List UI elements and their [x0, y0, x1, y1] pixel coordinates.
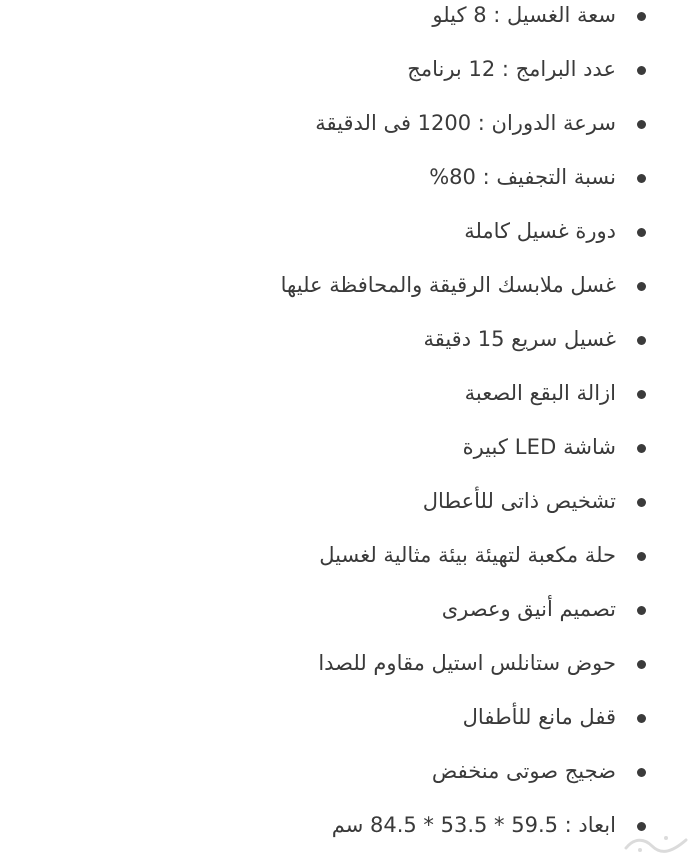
bullet-icon: [637, 120, 646, 129]
list-item: [0, 636, 700, 690]
bullet-icon: [637, 66, 646, 75]
list-item: [0, 690, 700, 744]
feature-text: غسيل سريع 15 دقيقة: [423, 327, 616, 351]
list-item: [0, 42, 700, 96]
bullet-icon: [637, 714, 646, 723]
feature-text: حوض ستانلس استيل مقاوم للصدا: [318, 651, 616, 675]
bullet-icon: [637, 336, 646, 345]
list-item: [0, 528, 700, 582]
feature-text: ازالة البقع الصعبة: [464, 381, 616, 405]
bullet-icon: [637, 660, 646, 669]
list-item: [0, 798, 700, 852]
list-item: [0, 474, 700, 528]
feature-text: نسبة التجفيف : 80%: [429, 165, 616, 189]
bullet-icon: [637, 498, 646, 507]
feature-text: سرعة الدوران : 1200 فى الدقيقة: [315, 111, 616, 135]
feature-text: دورة غسيل كاملة: [464, 219, 616, 243]
feature-text: شاشة LED كبيرة: [462, 435, 616, 459]
list-item: [0, 420, 700, 474]
feature-text: حلة مكعبة لتهيئة بيئة مثالية لغسيل: [319, 543, 616, 567]
list-item: [0, 744, 700, 798]
list-item: [0, 582, 700, 636]
list-item: [0, 312, 700, 366]
list-item: [0, 204, 700, 258]
feature-text: تشخيص ذاتى للأعطال: [422, 489, 616, 513]
watermark-logo-icon: [622, 830, 692, 856]
list-item: [0, 150, 700, 204]
feature-text: سعة الغسيل : 8 كيلو: [432, 3, 616, 27]
feature-text: غسل ملابسك الرقيقة والمحافظة عليها: [280, 273, 616, 297]
bullet-icon: [637, 282, 646, 291]
bullet-icon: [637, 174, 646, 183]
feature-text: قفل مانع للأطفال: [462, 705, 616, 729]
list-item: [0, 258, 700, 312]
feature-text: تصميم أنيق وعصرى: [441, 597, 616, 621]
bullet-icon: [637, 552, 646, 561]
list-item: [0, 0, 700, 42]
bullet-icon: [637, 606, 646, 615]
bullet-icon: [637, 390, 646, 399]
feature-text: ضجيج صوتى منخفض: [431, 759, 616, 783]
list-item: [0, 366, 700, 420]
bullet-icon: [637, 444, 646, 453]
list-item: [0, 96, 700, 150]
feature-text: ابعاد : 59.5 * 53.5 * 84.5 سم: [331, 813, 616, 837]
bullet-icon: [637, 12, 646, 21]
feature-text: عدد البرامج : 12 برنامج: [407, 57, 616, 81]
bullet-icon: [637, 228, 646, 237]
bullet-icon: [637, 768, 646, 777]
